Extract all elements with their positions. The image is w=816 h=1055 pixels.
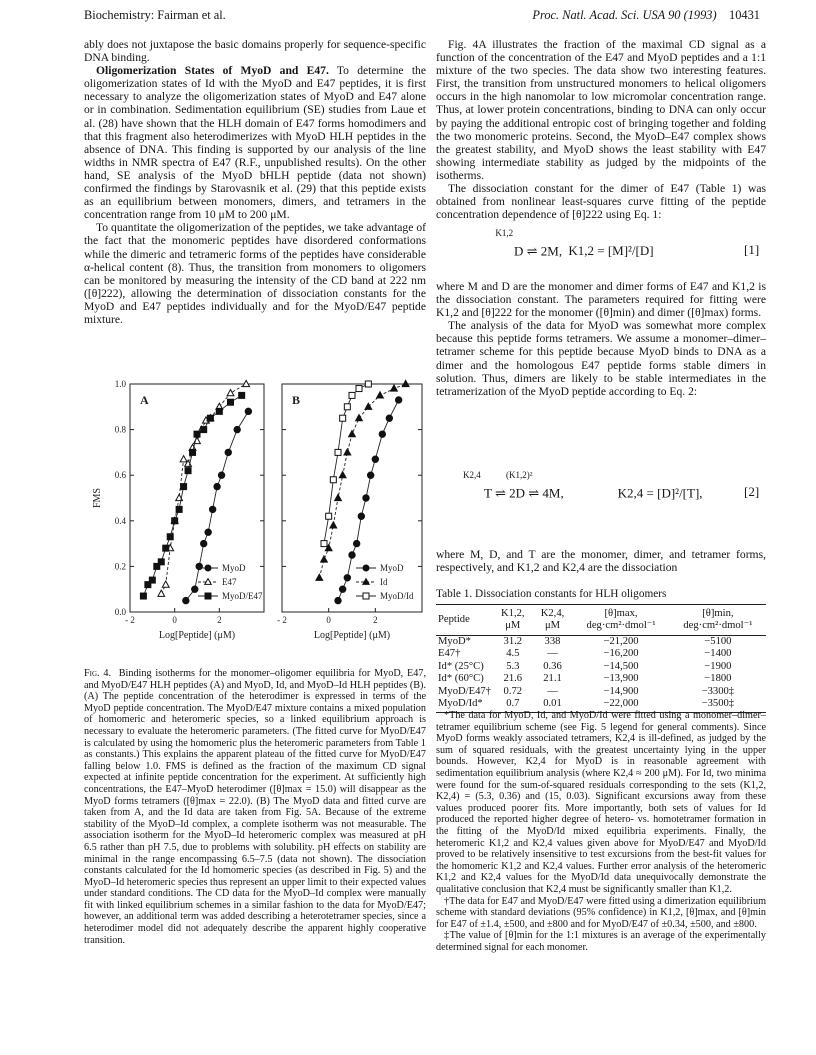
paragraph: Fig. 4A illustrates the fraction of the maximal CD signal as a function of the concentration of the E47 and MyoD peptides and a 1:1 mixture of the two species. The data show two interesting features. First, the transition from unstructured monomers to helical oligomers occurs in the high nanomolar to low micromolar concentration range. Thus, at lower protein concentrations, binding to DNA can only occur by paying the additional entropic cost of bringing together and folding the two monomeric proteins. Second, the MyoD–E47 complex shows the greatest stability, and MyoD shows the least stability with E47 showing intermediate stability as judged by the midpoints of the isotherms. — [436, 38, 766, 182]
data-point — [140, 593, 146, 599]
data-point — [344, 449, 351, 455]
equation-1 — [495, 228, 754, 259]
caption-text: Binding isotherms for the monomer–oligomer equilibria for MyoD, E47, and MyoD/E47 HLH peptides (A) and MyoD, Id, and MyoD–Id HLH peptides (B). (A) The peptide concentration of the heterodimer is expressed in terms of the MyoD peptide concentration. The MyoD/E47 mixture contains a mixed population of homomeric and heteromeric species, so a linked equilibrium approach is necessary to evaluate the heteromeric parameters. (The fitted curve for MyoD/E47 is calculated by using the homomeric plus the heteromeric parameters from Table 1 as constants.) This explains the apparent plateau of the fitted curve for MyoD/E47 falling below 1.0. FMS is defined as the fraction of the maximum CD signal expected at infinite peptide concentration for the experiment. At sufficiently high concentrations, the E47–MyoD heterodimer ([θ]max = 15.0) will disappear as the MyoD forms tetramers ([θ]max = 22.0). (B) The MyoD data and fitted curve are taken from A, and the Id data are taken from Fig. 5A. Because of the extreme stability of the MyoD–Id complex, a complete isotherm was not measurable. The association isotherm for the MyoD–Id heteromeric complex was measured at pH 6.5 rather than pH 7.5, due to problems with solubility. pH effects on stability are minimal in the range encompassing 6.5–7.5 (data not shown). The dissociation constants calculated for the Id homomeric species (as described in Fig. 5) and the MyoD–Id heteromeric species thus represent an upper limit to their expected values under standard conditions. The CD data for the MyoD–Id complex were manually fit with linked equilibrium schemes in a similar fashion to the data for MyoD/E47; however, an additional term was added describing a heterotetramer species, since a heterodimer model did not adequately describe the apparent highly cooperative transition. — [84, 668, 427, 946]
data-point — [172, 518, 178, 524]
table-row — [436, 648, 766, 660]
table-cell: 4.5 — [506, 648, 520, 660]
column-header: K1,2, μM — [493, 605, 533, 636]
data-point — [201, 540, 207, 546]
table-row — [436, 661, 766, 673]
data-point — [349, 431, 356, 437]
data-point — [158, 559, 164, 565]
table-cell: 21.6 — [503, 673, 523, 685]
data-point — [205, 529, 211, 535]
data-point — [183, 597, 189, 603]
data-point — [330, 477, 336, 483]
data-point — [395, 397, 401, 403]
data-point — [340, 415, 346, 421]
data-point — [339, 586, 345, 592]
data-point — [377, 392, 384, 398]
data-point — [239, 392, 245, 398]
footnote-double-dagger: ‡The value of [θ]min for the 1:1 mixtures is an average of the experimentally determined signal for each monomer. — [436, 930, 766, 953]
eq1-rate-label: K1,2 — [495, 228, 514, 238]
table-cell: −3300‡ — [701, 685, 735, 697]
table-cell: −1900 — [704, 660, 732, 672]
right-column-text-mid — [436, 280, 766, 398]
data-point — [356, 415, 363, 421]
data-point — [379, 431, 385, 437]
x-tick-label: - 2 — [125, 615, 135, 625]
data-point — [228, 399, 234, 405]
data-point — [326, 513, 332, 519]
table-cell: 0.36 — [543, 660, 562, 672]
legend-label: MyoD — [380, 563, 404, 573]
equation-2 — [462, 470, 744, 501]
data-point — [162, 581, 169, 587]
table-cell: −13,900 — [603, 673, 639, 685]
legend-marker — [205, 593, 211, 599]
eq1-scheme: D ⇌ 2M, — [514, 243, 563, 259]
data-point — [207, 415, 213, 421]
table-caption: Table 1. Dissociation constants for HLH oligomers — [436, 588, 667, 600]
data-point — [372, 456, 378, 462]
table-cell: 0.72 — [503, 685, 523, 697]
data-point — [344, 404, 350, 410]
x-tick-label: 0 — [172, 615, 177, 625]
paragraph — [84, 64, 426, 221]
table-cell: −16,200 — [603, 648, 639, 660]
column-header: [θ]min, deg·cm²·dmol⁻¹ — [670, 605, 766, 636]
plot-frame — [282, 384, 422, 612]
caption-label: Fig. 4. — [84, 668, 112, 679]
paragraph: The dissociation constant for the dimer of E47 (Table 1) was obtained from nonlinear least-squares curve fitting of the peptide concentration dependence of [θ]222 using Eq. 1: — [436, 182, 766, 222]
table-header-row — [436, 605, 766, 636]
data-point — [321, 541, 327, 547]
data-point — [363, 495, 369, 501]
table-cell: 31.2 — [503, 636, 523, 647]
panel-label: B — [292, 393, 301, 407]
eq1-definition: K1,2 = [M]²/[D] — [568, 243, 654, 259]
y-tick-label: 1.0 — [114, 379, 126, 389]
data-point — [163, 545, 169, 551]
table-cell: −21,200 — [603, 636, 639, 647]
data-point — [339, 472, 346, 478]
equation-1-number: [1] — [744, 242, 760, 257]
dissociation-constants-table — [436, 604, 766, 713]
data-point — [330, 522, 337, 528]
table-cell: 338 — [544, 636, 561, 647]
table-cell: — — [547, 685, 558, 697]
y-tick-label: 0.0 — [114, 607, 126, 617]
x-tick-label: 2 — [373, 615, 378, 625]
eq2-rate-label-2: (K1,2)² — [505, 470, 533, 480]
data-point — [234, 426, 240, 432]
x-tick-label: 2 — [217, 615, 222, 625]
section-heading: Oligomerization States of MyoD and E47. — [96, 64, 329, 78]
table-cell: — — [547, 648, 558, 660]
data-point — [201, 427, 207, 433]
data-point — [349, 552, 355, 558]
footnote-dagger: †The data for E47 and MyoD/E47 were fitted using a dimerization equilibrium scheme with standard deviations (95% confidence) in K1,2, [θ]max, and [θ]min for E47 of ±1.4, ±500, and ±800 and for MyoD/E47 of ±0.34, ±500, and ±800. — [436, 895, 766, 930]
table-cell: 0.7 — [493, 698, 533, 713]
y-axis-label: FMS — [92, 487, 103, 509]
legend-marker — [363, 565, 369, 571]
data-point — [365, 381, 371, 387]
x-tick-label: 0 — [326, 615, 331, 625]
left-column-text — [84, 38, 426, 326]
figure-4 — [84, 372, 426, 662]
header-journal-page — [532, 8, 760, 23]
data-point — [192, 586, 198, 592]
column-header: K2,4, μM — [533, 605, 573, 636]
header-page-number: 10431 — [729, 8, 760, 22]
paragraph: where M and D are the monomer and dimer forms of E47 and K1,2 is the dissociation constant. The parameters required for fitting were K1,2 and [θ]222 for the monomer ([θ]min) and dimer ([θ]max) forms. — [436, 280, 766, 320]
data-point — [158, 590, 165, 596]
data-point — [391, 385, 398, 391]
table-row — [436, 636, 766, 649]
table-cell: 0.01 — [533, 698, 573, 713]
paragraph: The analysis of the data for MyoD was somewhat more complex because this peptide forms tetramers. We assume a monomer–dimer–tetramer scheme for this peptide because MyoD binds to DNA as a dimer and the homologous E47 peptide forms stable dimers in solution. Thus, dimers are likely to be stable intermediates in the tetramerization of the MyoD peptide according to Eq. 2: — [436, 319, 766, 398]
data-point — [335, 494, 342, 500]
data-point — [321, 556, 328, 562]
data-point — [149, 577, 155, 583]
data-point — [167, 534, 173, 540]
legend-label: Id — [380, 577, 388, 587]
data-point — [316, 574, 323, 580]
data-point — [194, 431, 200, 437]
table-cell: MyoD/E47† — [438, 685, 491, 697]
data-point — [344, 575, 350, 581]
legend-marker — [205, 565, 211, 571]
y-tick-label: 0.4 — [114, 515, 126, 526]
data-point — [180, 456, 187, 462]
data-point — [190, 449, 196, 455]
table-cell: Id* (60°C) — [438, 673, 484, 685]
x-tick-label: - 2 — [277, 615, 287, 625]
data-point — [356, 386, 362, 392]
data-point — [181, 484, 187, 490]
table-cell: −14,900 — [603, 685, 639, 697]
table-cell: −1800 — [704, 673, 732, 685]
data-point — [358, 513, 364, 519]
table-cell: 5.3 — [506, 660, 520, 672]
table-cell: MyoD* — [438, 636, 471, 647]
legend-marker — [363, 593, 369, 599]
data-point — [209, 506, 215, 512]
data-point — [367, 472, 373, 478]
table-cell: Id* (25°C) — [438, 660, 484, 672]
x-axis-label: Log[Peptide] (μM) — [158, 630, 236, 641]
legend-label: E47 — [222, 577, 237, 587]
data-point — [335, 597, 341, 603]
header-authors: Biochemistry: Fairman et al. — [84, 8, 226, 22]
column-header: Peptide — [436, 605, 493, 636]
data-point — [349, 392, 355, 398]
data-point — [227, 390, 234, 396]
data-point — [225, 449, 231, 455]
data-point — [386, 415, 392, 421]
data-point — [365, 403, 372, 409]
table-cell: 21.1 — [543, 673, 562, 685]
x-axis-label: Log[Peptide] (μM) — [313, 630, 391, 641]
paragraph: To quantitate the oligomerization of the peptides, we take advantage of the fact that the monomeric peptides have disordered conformations while the dimeric and tetrameric forms of the peptides have considerable α-helical content (8). Thus, the transition from monomers to oligomers can be monitored by measuring the intensity of the CD band at 222 nm ([θ]222), allowing the determination of dissociation constants for the MyoD and E47 peptides individually and for the MyoD/E47 peptide mixture. — [84, 221, 426, 326]
right-column-text-top — [436, 38, 766, 221]
data-point — [214, 483, 220, 489]
table-cell: −14,500 — [603, 660, 639, 672]
eq2-definition: K2,4 = [D]²/[T], — [617, 485, 703, 501]
data-point — [218, 472, 224, 478]
binding-isotherm-plots — [84, 372, 426, 662]
data-point — [353, 540, 359, 546]
paragraph: where M, D, and T are the monomer, dimer, and tetramer forms, respectively, and K1,2 and K2,4 are the dissociation — [436, 548, 766, 575]
footnote-star: *The data for MyoD, Id, and MyoD/Id were fitted using a monomer–dimer–tetramer equilibrium scheme (see Fig. 5 legend for general comments). Since MyoD forms weakly associated tetramers, K2,4 is ill-defined, as judged by the sum of squared residuals, with the greatest uncertainty lying in the upper bounds. However, K2,4 for MyoD is in reasonable agreement with sedimentation equilibrium analysis (where K2,4 ≈ 200 μM). For Id, two minima were found for the sum-of-squared residuals corresponding to the sets (K1,2, K2,4) = (5.3, 0.36) and (15, 0.03). Significant excursions away from these values produced poorer fits. More importantly, both sets of values for Id produced the reported higher degree of hetero- vs. homotetramer formation in the fitting of the MyoD/Id mixed equilibria experiments. Finally, the heteromeric K1,2 and K2,4 values given above for MyoD/E47 and MyoD/Id proved to be relatively insensitive to test excursions from the best-fit values for the homomeric K1,2 and K2,4 values. Further error analysis of the heteromeric K1,2 and K2,4 values for the MyoD/Id data unequivocally demonstrate the qualitative conclusion that K2,4 must be significantly smaller than K1,2. — [436, 710, 766, 895]
legend-label: MyoD — [222, 563, 246, 573]
right-column-text-bottom — [436, 548, 766, 574]
paragraph: ably does not juxtapose the basic domains properly for sequence-specific DNA binding. — [84, 38, 426, 65]
y-tick-label: 0.8 — [114, 424, 126, 435]
table-cell: −3500‡ — [670, 698, 766, 713]
eq2-rate-label-1: K2,4 — [462, 470, 481, 480]
table-cell: −1400 — [704, 648, 732, 660]
table-footnotes — [436, 710, 766, 953]
table-cell: E47† — [438, 648, 461, 660]
data-point — [245, 408, 251, 414]
data-point — [185, 468, 191, 474]
table-row — [436, 673, 766, 685]
legend-label: MyoD/E47 — [222, 591, 263, 601]
data-point — [176, 506, 182, 512]
header-journal: Proc. Natl. Acad. Sci. USA 90 (1993) — [532, 8, 717, 22]
equation-2-number: [2] — [744, 484, 760, 499]
figure-caption — [84, 668, 426, 946]
y-tick-label: 0.6 — [114, 470, 126, 481]
data-point — [335, 449, 341, 455]
data-point — [196, 563, 202, 569]
data-point — [216, 408, 222, 414]
eq2-scheme: T ⇌ 2D ⇌ 4M, — [484, 485, 564, 501]
running-header — [84, 8, 760, 24]
table-cell: −5100 — [704, 636, 732, 647]
paragraph-text: To determine the oligomerization states of Id with the MyoD and E47 peptides, it is first necessary to analyze the oligomerization states of MyoD and E47 alone or in combination. Sedimentation equilibrium (SE) studies from Laue et al. (28) have shown that the HLH domain of E47 forms homodimers and that this fragment also heterodimerizes with MyoD HLH peptides in the absence of DNA. This finding is supported by our analysis of the line widths in NMR spectra of E47 (R.F., unpublished results). On the other hand, SE analysis of the MyoD bHLH peptide (data not shown) confirmed the findings by Starovasnik et al. (29) that this peptide exists as an equilibrium between monomers, dimers, and tetramers in the concentration range from 10 μM to 200 μM. — [84, 64, 426, 222]
y-tick-label: 0.2 — [114, 561, 126, 572]
table-cell: MyoD/Id* — [436, 698, 493, 713]
table-cell: −22,000 — [572, 698, 669, 713]
column-header: [θ]max, deg·cm²·dmol⁻¹ — [572, 605, 669, 636]
legend-label: MyoD/Id — [380, 591, 414, 601]
panel-label: A — [140, 393, 149, 407]
table-row — [436, 686, 766, 698]
